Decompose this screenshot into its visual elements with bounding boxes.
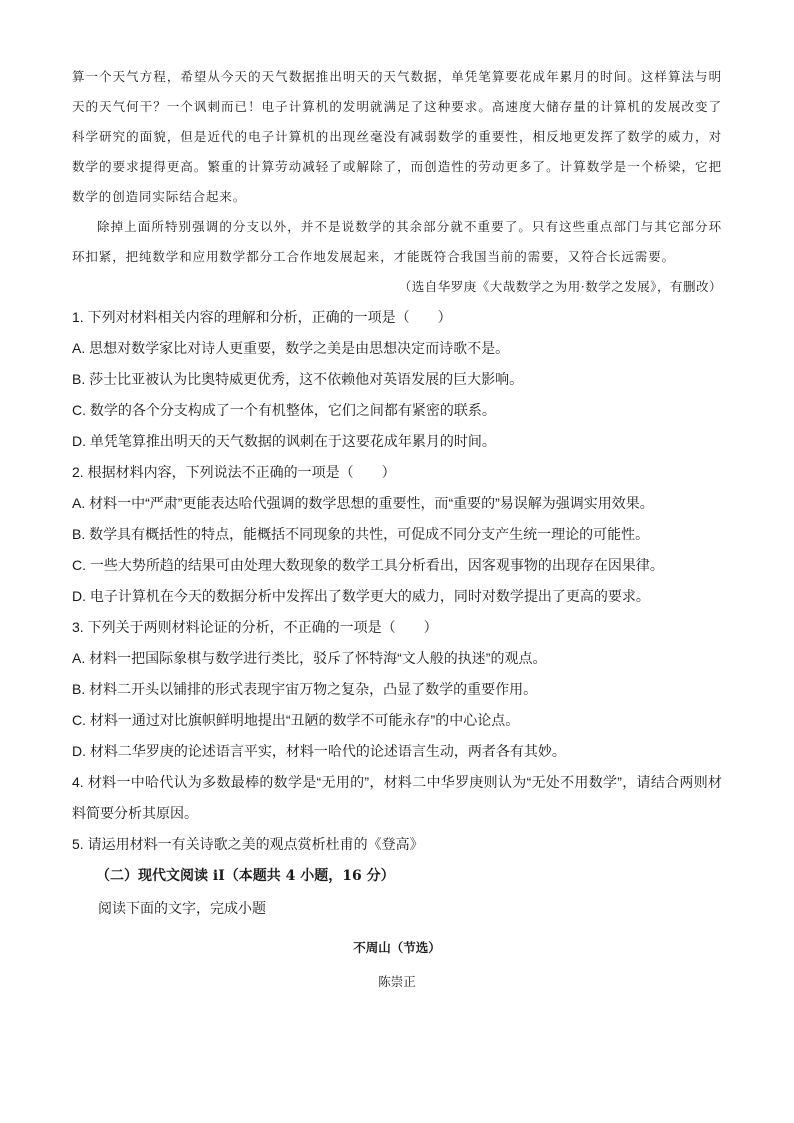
section-heading: （二）现代文阅读 iI（本题共 4 小题，16 分） — [96, 868, 395, 884]
question-3-option-c: C. 材料一通过对比旗帜鲜明地提出“丑陋的数学不可能永存”的中心论点。 — [72, 712, 520, 728]
question-1-stem: 1. 下列对材料相关内容的理解和分析，正确的一项是（ ） — [72, 309, 452, 325]
section-instruction: 阅读下面的文字，完成小题 — [98, 900, 266, 916]
document-page — [72, 62, 722, 992]
passage-paragraph-2: 除掉上面所特别强调的分支以外，并不是说数学的其余部分就不重要了。只有这些重点部门与其它部分环环扣紧，把纯数学和应用数学都分工合作地发展起来，才能既符合我国当前的需要，又符合长远需要。 — [72, 219, 722, 264]
question-4-stem: 4. 材料一中哈代认为多数最棒的数学是“无用的”，材料二中华罗庚则认为“无处不用数学”，请结合两则材料简要分析其原因。 — [72, 774, 722, 821]
question-2-option-b: B. 数学具有概括性的特点，能概括不同现象的共性，可促成不同分支产生统一理论的可能性。 — [72, 526, 650, 542]
passage-paragraph-1: 算一个天气方程，希望从今天的天气数据推出明天的天气数据，单凭笔算要花成年累月的时间。这样算法与明天的天气何干？一个讽刺而已！电子计算机的发明就满足了这种要求。高速度大储存量的计算机的发展改变了科学研究的面貌，但是近代的电子计算机的出现丝毫没有减弱数学的重要性，相反地更发挥了数学的威力，对数学的要求提得更高。繁重的计算劳动减轻了或解除了，而创造性的劳动更多了。计算数学是一个桥梁，它把数学的创造同实际结合起来。 — [72, 69, 722, 204]
question-5 — [72, 829, 722, 860]
story-title: 不周山（节选） — [353, 940, 441, 955]
question-1-option-c: C. 数学的各个分支构成了一个有机整体，它们之间都有紧密的联系。 — [72, 402, 496, 418]
passage-source: （选自华罗庚《大哉数学之为用·数学之发展》，有删改） — [398, 279, 722, 294]
question-1-option-a: A. 思想对数学家比对诗人更重要，数学之美是由思想决定而诗歌不是。 — [72, 340, 510, 356]
question-2-option-d: D. 电子计算机在今天的数据分析中发挥出了数学更大的威力，同时对数学提出了更高的要求。 — [72, 588, 650, 604]
question-1-option-b: B. 莎士比亚被认为比奥特威更优秀，这不依赖他对英语发展的巨大影响。 — [72, 371, 524, 387]
question-3 — [72, 612, 722, 767]
question-2-option-c: C. 一些大势所趋的结果可由处理大数现象的数学工具分析看出，因客观事物的出现存在因果律。 — [72, 557, 664, 573]
question-3-option-d: D. 材料二华罗庚的论述语言平实，材料一哈代的论述语言生动，两者各有其妙。 — [72, 743, 566, 759]
question-4 — [72, 767, 722, 829]
question-1-option-d: D. 单凭笔算推出明天的天气数据的讽刺在于这要花成年累月的时间。 — [72, 433, 496, 449]
question-2-stem: 2. 根据材料内容，下列说法不正确的一项是（ ） — [72, 464, 396, 480]
question-3-option-b: B. 材料二开头以铺排的形式表现宇宙万物之复杂，凸显了数学的重要作用。 — [72, 681, 538, 697]
question-2 — [72, 457, 722, 612]
question-3-option-a: A. 材料一把国际象棋与数学进行类比，驳斥了怀特海“文人般的执迷”的观点。 — [72, 650, 547, 666]
question-5-stem: 5. 请运用材料一有关诗歌之美的观点赏析杜甫的《登高》 — [72, 836, 424, 852]
question-1 — [72, 302, 722, 457]
question-3-stem: 3. 下列关于两则材料论证的分析，不正确的一项是（ ） — [72, 619, 438, 635]
story-author: 陈崇正 — [378, 974, 416, 989]
question-2-option-a: A. 材料一中“严肃”更能表达哈代强调的数学思想的重要性，而“重要的”易误解为强调实用效果。 — [72, 495, 654, 511]
